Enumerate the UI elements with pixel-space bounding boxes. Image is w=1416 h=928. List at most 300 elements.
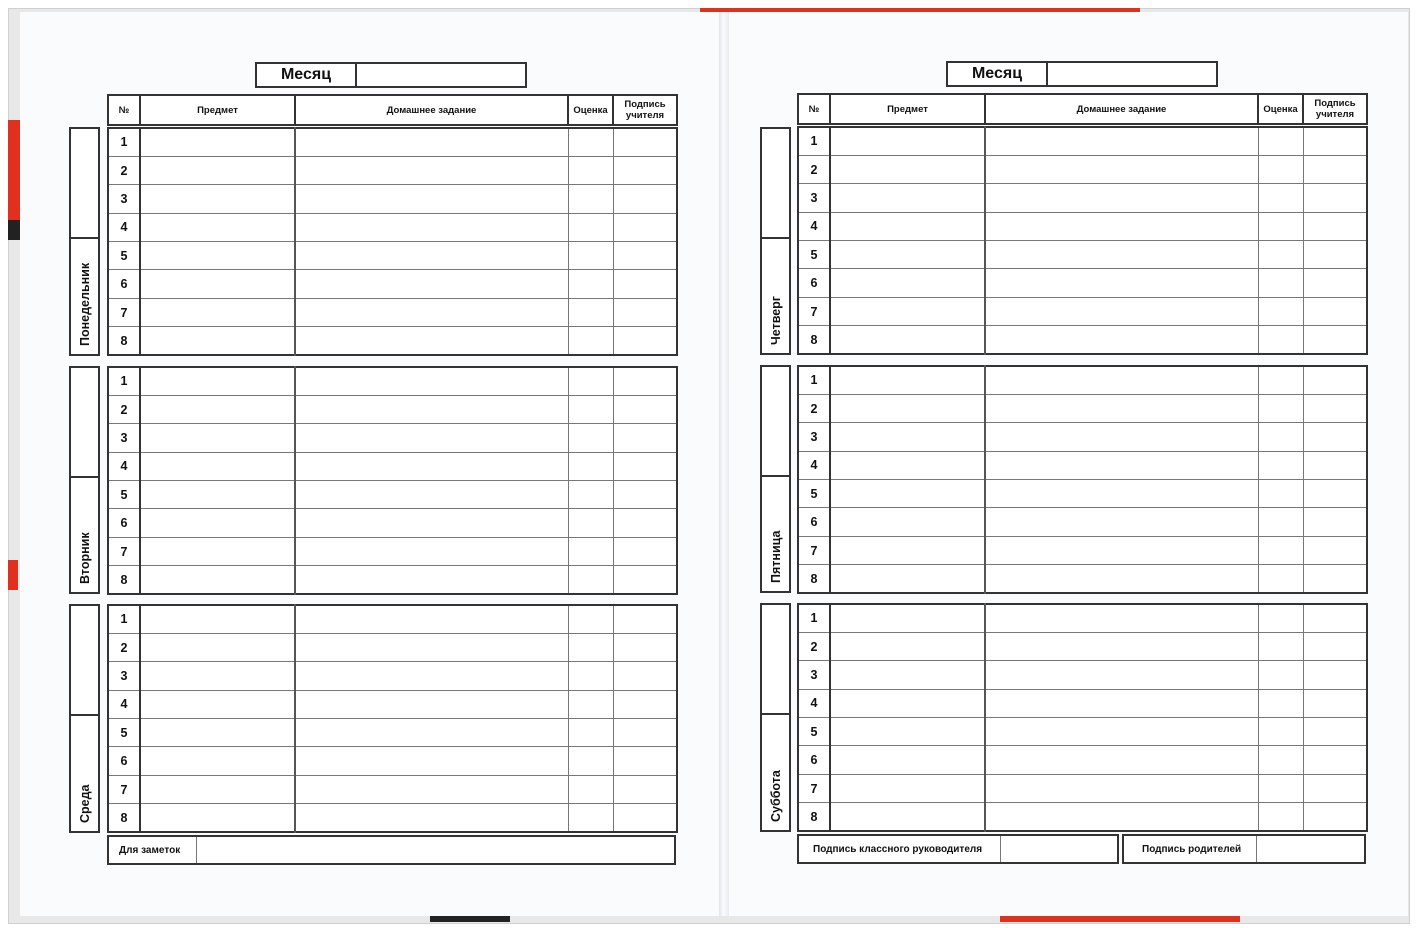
- subject-cell[interactable]: [830, 451, 985, 479]
- lesson-number: 3: [798, 423, 830, 451]
- grade-cell[interactable]: [1258, 536, 1303, 564]
- lesson-row: [108, 775, 677, 803]
- lesson-number: 8: [798, 565, 830, 593]
- homework-cell[interactable]: [985, 184, 1258, 212]
- homework-cell[interactable]: [985, 480, 1258, 508]
- teacher-signature-cell[interactable]: [1303, 774, 1367, 802]
- grade-cell[interactable]: [568, 298, 613, 326]
- subject-cell[interactable]: [140, 537, 295, 565]
- homework-cell[interactable]: [985, 127, 1258, 155]
- teacher-signature-cell[interactable]: [1303, 297, 1367, 325]
- teacher-signature-cell[interactable]: [613, 156, 677, 184]
- teacher-signature-cell[interactable]: [613, 213, 677, 241]
- parent-signature-field[interactable]: [1122, 834, 1366, 864]
- grade-cell[interactable]: [568, 719, 613, 747]
- lesson-row: [798, 297, 1367, 325]
- lesson-row: [108, 633, 677, 661]
- subject-cell[interactable]: [830, 604, 985, 632]
- grade-cell[interactable]: [568, 804, 613, 832]
- month-field-left[interactable]: [255, 62, 527, 88]
- grade-cell[interactable]: [568, 566, 613, 594]
- homework-cell[interactable]: [985, 689, 1258, 717]
- homework-cell[interactable]: [295, 367, 568, 395]
- homework-cell[interactable]: [985, 774, 1258, 802]
- homework-cell[interactable]: [295, 327, 568, 355]
- homework-cell[interactable]: [295, 185, 568, 213]
- subject-cell[interactable]: [140, 367, 295, 395]
- day-label-tuesday: Вторник: [77, 532, 92, 584]
- homework-cell[interactable]: [985, 212, 1258, 240]
- subject-cell[interactable]: [830, 774, 985, 802]
- homework-cell[interactable]: [295, 270, 568, 298]
- homework-cell[interactable]: [295, 156, 568, 184]
- subject-cell[interactable]: [830, 326, 985, 354]
- lesson-grid-saturday[interactable]: [797, 603, 1368, 832]
- grade-cell[interactable]: [1258, 326, 1303, 354]
- homework-cell[interactable]: [985, 423, 1258, 451]
- grade-cell[interactable]: [1258, 803, 1303, 831]
- month-field-right[interactable]: [946, 61, 1218, 87]
- teacher-signature-cell[interactable]: [613, 719, 677, 747]
- day-block-thursday: [760, 127, 791, 355]
- homework-cell[interactable]: [985, 604, 1258, 632]
- lesson-number: 4: [798, 689, 830, 717]
- lesson-grid-tuesday[interactable]: [107, 366, 678, 595]
- homework-cell[interactable]: [295, 242, 568, 270]
- month-input[interactable]: [357, 64, 525, 86]
- lesson-number: 6: [108, 509, 140, 537]
- lesson-row: [108, 719, 677, 747]
- lesson-number: 1: [798, 366, 830, 394]
- grade-cell[interactable]: [568, 537, 613, 565]
- lesson-row: [108, 690, 677, 718]
- teacher-signature-cell[interactable]: [613, 690, 677, 718]
- subject-cell[interactable]: [140, 298, 295, 326]
- grade-cell[interactable]: [568, 156, 613, 184]
- subject-cell[interactable]: [830, 689, 985, 717]
- lesson-row: [798, 155, 1367, 183]
- homework-cell[interactable]: [985, 241, 1258, 269]
- homework-cell[interactable]: [985, 394, 1258, 422]
- lesson-number: 4: [108, 452, 140, 480]
- grade-cell[interactable]: [1258, 155, 1303, 183]
- lesson-number: 8: [108, 804, 140, 832]
- parent-signature-label: Подпись родителей: [1124, 836, 1257, 862]
- month-label: Месяц: [257, 64, 357, 86]
- lesson-row: [108, 509, 677, 537]
- subject-cell[interactable]: [140, 804, 295, 832]
- lesson-row: [798, 604, 1367, 632]
- cover-pattern-left-3: [8, 560, 18, 590]
- lesson-number: 6: [108, 270, 140, 298]
- teacher-signature-cell[interactable]: [613, 481, 677, 509]
- day-block-friday: [760, 365, 791, 593]
- lesson-number: 2: [108, 633, 140, 661]
- homework-cell[interactable]: [295, 481, 568, 509]
- homework-cell[interactable]: [295, 804, 568, 832]
- teacher-signature-cell[interactable]: [1303, 565, 1367, 593]
- grade-cell[interactable]: [1258, 269, 1303, 297]
- lesson-row: [798, 774, 1367, 802]
- class-teacher-signature-field[interactable]: [797, 834, 1119, 864]
- header-homework-right: Домашнее задание: [985, 94, 1258, 124]
- homework-cell[interactable]: [985, 155, 1258, 183]
- lesson-row: [108, 537, 677, 565]
- teacher-signature-cell[interactable]: [613, 662, 677, 690]
- homework-cell[interactable]: [985, 632, 1258, 660]
- lesson-row: [108, 395, 677, 423]
- lesson-row: [798, 184, 1367, 212]
- lesson-number: 1: [798, 604, 830, 632]
- day-label-saturday: Суббота: [768, 770, 783, 822]
- lesson-row: [798, 451, 1367, 479]
- lesson-number: 3: [798, 184, 830, 212]
- lesson-row: [798, 718, 1367, 746]
- grade-cell[interactable]: [568, 633, 613, 661]
- subject-cell[interactable]: [140, 690, 295, 718]
- homework-cell[interactable]: [295, 747, 568, 775]
- grade-cell[interactable]: [568, 128, 613, 156]
- teacher-signature-cell[interactable]: [613, 298, 677, 326]
- teacher-signature-cell[interactable]: [1303, 423, 1367, 451]
- homework-cell[interactable]: [985, 661, 1258, 689]
- teacher-signature-cell[interactable]: [1303, 604, 1367, 632]
- grade-cell[interactable]: [568, 775, 613, 803]
- subject-cell[interactable]: [830, 269, 985, 297]
- teacher-signature-cell[interactable]: [1303, 632, 1367, 660]
- teacher-signature-cell[interactable]: [1303, 451, 1367, 479]
- homework-cell[interactable]: [295, 662, 568, 690]
- grade-cell[interactable]: [1258, 127, 1303, 155]
- grade-cell[interactable]: [568, 424, 613, 452]
- lesson-row: [108, 270, 677, 298]
- teacher-signature-cell[interactable]: [1303, 394, 1367, 422]
- header-num-right: №: [798, 94, 830, 124]
- lesson-number: 4: [108, 690, 140, 718]
- subject-cell[interactable]: [140, 509, 295, 537]
- grade-cell[interactable]: [1258, 241, 1303, 269]
- subject-cell[interactable]: [140, 566, 295, 594]
- teacher-signature-cell[interactable]: [1303, 127, 1367, 155]
- grade-cell[interactable]: [568, 367, 613, 395]
- teacher-signature-cell[interactable]: [1303, 803, 1367, 831]
- grade-cell[interactable]: [1258, 423, 1303, 451]
- teacher-signature-cell[interactable]: [1303, 746, 1367, 774]
- subject-cell[interactable]: [140, 395, 295, 423]
- lesson-row: [108, 605, 677, 633]
- subject-cell[interactable]: [830, 508, 985, 536]
- day-block-monday: [69, 127, 100, 356]
- lesson-row: [108, 213, 677, 241]
- subject-cell[interactable]: [140, 719, 295, 747]
- teacher-signature-cell[interactable]: [613, 605, 677, 633]
- homework-cell[interactable]: [985, 366, 1258, 394]
- teacher-signature-cell[interactable]: [1303, 326, 1367, 354]
- lesson-row: [798, 241, 1367, 269]
- header-signature-line2-right: учителя: [1315, 109, 1355, 120]
- teacher-signature-cell[interactable]: [613, 537, 677, 565]
- grade-cell[interactable]: [1258, 394, 1303, 422]
- homework-cell[interactable]: [985, 269, 1258, 297]
- subject-cell[interactable]: [830, 746, 985, 774]
- class-teacher-signature-input[interactable]: [1001, 836, 1117, 862]
- teacher-signature-cell[interactable]: [613, 804, 677, 832]
- grade-cell[interactable]: [1258, 451, 1303, 479]
- lesson-row: [108, 804, 677, 832]
- grade-cell[interactable]: [568, 395, 613, 423]
- lesson-number: 7: [798, 297, 830, 325]
- grade-cell[interactable]: [568, 185, 613, 213]
- grade-cell[interactable]: [1258, 661, 1303, 689]
- teacher-signature-cell[interactable]: [1303, 366, 1367, 394]
- subject-cell[interactable]: [830, 480, 985, 508]
- teacher-signature-cell[interactable]: [613, 747, 677, 775]
- teacher-signature-cell[interactable]: [613, 395, 677, 423]
- lesson-row: [798, 423, 1367, 451]
- homework-cell[interactable]: [985, 326, 1258, 354]
- homework-cell[interactable]: [295, 566, 568, 594]
- subject-cell[interactable]: [830, 661, 985, 689]
- lesson-number: 2: [798, 155, 830, 183]
- lesson-row: [108, 662, 677, 690]
- grade-cell[interactable]: [1258, 565, 1303, 593]
- teacher-signature-cell[interactable]: [1303, 661, 1367, 689]
- grade-cell[interactable]: [568, 270, 613, 298]
- lesson-row: [798, 326, 1367, 354]
- cover-pattern-left-2: [8, 220, 20, 240]
- header-signature-line1: Подпись: [624, 99, 666, 110]
- grade-cell[interactable]: [1258, 774, 1303, 802]
- subject-cell[interactable]: [830, 803, 985, 831]
- subject-cell[interactable]: [830, 212, 985, 240]
- subject-cell[interactable]: [140, 775, 295, 803]
- homework-cell[interactable]: [985, 803, 1258, 831]
- lesson-number: 5: [798, 718, 830, 746]
- grade-cell[interactable]: [568, 242, 613, 270]
- lesson-number: 5: [108, 719, 140, 747]
- grade-cell[interactable]: [568, 605, 613, 633]
- grade-cell[interactable]: [568, 747, 613, 775]
- lesson-row: [108, 566, 677, 594]
- subject-cell[interactable]: [830, 241, 985, 269]
- homework-cell[interactable]: [295, 719, 568, 747]
- lesson-row: [108, 481, 677, 509]
- subject-cell[interactable]: [140, 605, 295, 633]
- homework-cell[interactable]: [985, 508, 1258, 536]
- lesson-number: 6: [108, 747, 140, 775]
- grade-cell[interactable]: [1258, 604, 1303, 632]
- lesson-row: [108, 242, 677, 270]
- homework-cell[interactable]: [295, 509, 568, 537]
- subject-cell[interactable]: [830, 423, 985, 451]
- parent-signature-input[interactable]: [1257, 836, 1364, 862]
- teacher-signature-cell[interactable]: [1303, 480, 1367, 508]
- notes-field[interactable]: [107, 835, 676, 865]
- teacher-signature-cell[interactable]: [1303, 212, 1367, 240]
- grade-cell[interactable]: [1258, 718, 1303, 746]
- grade-cell[interactable]: [1258, 480, 1303, 508]
- day-label-monday: Понедельник: [77, 262, 92, 346]
- subject-cell[interactable]: [830, 127, 985, 155]
- lesson-number: 2: [798, 632, 830, 660]
- lesson-row: [798, 269, 1367, 297]
- lesson-row: [108, 298, 677, 326]
- grade-cell[interactable]: [1258, 184, 1303, 212]
- lesson-grid-monday[interactable]: [107, 127, 678, 356]
- homework-cell[interactable]: [295, 690, 568, 718]
- subject-cell[interactable]: [830, 536, 985, 564]
- grade-cell[interactable]: [568, 509, 613, 537]
- homework-cell[interactable]: [295, 128, 568, 156]
- grade-cell[interactable]: [568, 481, 613, 509]
- homework-cell[interactable]: [985, 718, 1258, 746]
- homework-cell[interactable]: [295, 452, 568, 480]
- subject-cell[interactable]: [140, 185, 295, 213]
- subject-cell[interactable]: [140, 747, 295, 775]
- lesson-number: 4: [798, 451, 830, 479]
- lesson-number: 2: [108, 395, 140, 423]
- homework-cell[interactable]: [985, 536, 1258, 564]
- class-teacher-signature-label: Подпись классного руководителя: [799, 836, 1001, 862]
- subject-cell[interactable]: [140, 156, 295, 184]
- lesson-number: 5: [798, 480, 830, 508]
- teacher-signature-cell[interactable]: [1303, 184, 1367, 212]
- day-label-friday: Пятница: [768, 530, 783, 583]
- grade-cell[interactable]: [1258, 212, 1303, 240]
- teacher-signature-cell[interactable]: [613, 327, 677, 355]
- homework-cell[interactable]: [985, 297, 1258, 325]
- teacher-signature-cell[interactable]: [1303, 508, 1367, 536]
- homework-cell[interactable]: [295, 213, 568, 241]
- teacher-signature-cell[interactable]: [613, 128, 677, 156]
- notes-label: Для заметок: [109, 837, 197, 863]
- grade-cell[interactable]: [1258, 366, 1303, 394]
- cover-pattern-bottom-2: [430, 916, 510, 922]
- homework-cell[interactable]: [985, 565, 1258, 593]
- lesson-row: [798, 480, 1367, 508]
- homework-cell[interactable]: [295, 537, 568, 565]
- lesson-number: 7: [108, 775, 140, 803]
- subject-cell[interactable]: [140, 128, 295, 156]
- teacher-signature-cell[interactable]: [613, 566, 677, 594]
- subject-cell[interactable]: [830, 632, 985, 660]
- day-block-saturday: [760, 603, 791, 832]
- lesson-number: 3: [798, 661, 830, 689]
- subject-cell[interactable]: [140, 213, 295, 241]
- lesson-grid-thursday[interactable]: [797, 126, 1368, 355]
- subject-cell[interactable]: [830, 184, 985, 212]
- teacher-signature-cell[interactable]: [613, 242, 677, 270]
- homework-cell[interactable]: [295, 424, 568, 452]
- lesson-number: 1: [798, 127, 830, 155]
- lesson-number: 7: [108, 298, 140, 326]
- teacher-signature-cell[interactable]: [613, 452, 677, 480]
- homework-cell[interactable]: [295, 605, 568, 633]
- lesson-grid-wednesday[interactable]: [107, 604, 678, 833]
- teacher-signature-cell[interactable]: [613, 775, 677, 803]
- subject-cell[interactable]: [830, 155, 985, 183]
- teacher-signature-cell[interactable]: [613, 185, 677, 213]
- homework-cell[interactable]: [295, 775, 568, 803]
- lesson-number: 7: [798, 774, 830, 802]
- lesson-number: 7: [798, 536, 830, 564]
- lesson-row: [798, 661, 1367, 689]
- teacher-signature-cell[interactable]: [1303, 269, 1367, 297]
- teacher-signature-cell[interactable]: [1303, 689, 1367, 717]
- teacher-signature-cell[interactable]: [1303, 155, 1367, 183]
- lesson-number: 8: [798, 803, 830, 831]
- teacher-signature-cell[interactable]: [1303, 536, 1367, 564]
- grade-cell[interactable]: [568, 327, 613, 355]
- grade-cell[interactable]: [1258, 508, 1303, 536]
- header-signature-right: [1303, 94, 1367, 124]
- teacher-signature-cell[interactable]: [1303, 718, 1367, 746]
- lesson-row: [798, 212, 1367, 240]
- lesson-number: 7: [108, 537, 140, 565]
- grade-cell[interactable]: [568, 662, 613, 690]
- lesson-number: 1: [108, 128, 140, 156]
- subject-cell[interactable]: [140, 242, 295, 270]
- lesson-number: 2: [108, 156, 140, 184]
- lesson-row: [108, 452, 677, 480]
- grade-cell[interactable]: [568, 452, 613, 480]
- lesson-number: 1: [108, 605, 140, 633]
- teacher-signature-cell[interactable]: [1303, 241, 1367, 269]
- lesson-row: [798, 366, 1367, 394]
- subject-cell[interactable]: [140, 481, 295, 509]
- grade-cell[interactable]: [1258, 632, 1303, 660]
- lesson-row: [108, 747, 677, 775]
- lesson-row: [108, 128, 677, 156]
- grade-cell[interactable]: [568, 213, 613, 241]
- lesson-row: [108, 367, 677, 395]
- notes-input[interactable]: [197, 837, 674, 863]
- homework-cell[interactable]: [985, 451, 1258, 479]
- subject-cell[interactable]: [830, 366, 985, 394]
- grade-cell[interactable]: [1258, 297, 1303, 325]
- lesson-row: [798, 746, 1367, 774]
- teacher-signature-cell[interactable]: [613, 509, 677, 537]
- lesson-row: [798, 127, 1367, 155]
- teacher-signature-cell[interactable]: [613, 270, 677, 298]
- teacher-signature-cell[interactable]: [613, 367, 677, 395]
- day-block-wednesday: [69, 604, 100, 833]
- subject-cell[interactable]: [140, 633, 295, 661]
- lesson-number: 3: [108, 662, 140, 690]
- month-input-right[interactable]: [1048, 63, 1216, 85]
- subject-cell[interactable]: [140, 270, 295, 298]
- subject-cell[interactable]: [140, 452, 295, 480]
- grade-cell[interactable]: [568, 690, 613, 718]
- subject-cell[interactable]: [140, 424, 295, 452]
- homework-cell[interactable]: [295, 633, 568, 661]
- grade-cell[interactable]: [1258, 689, 1303, 717]
- homework-cell[interactable]: [295, 298, 568, 326]
- grade-cell[interactable]: [1258, 746, 1303, 774]
- subject-cell[interactable]: [140, 327, 295, 355]
- lesson-number: 1: [108, 367, 140, 395]
- homework-cell[interactable]: [295, 395, 568, 423]
- lesson-grid-friday[interactable]: [797, 365, 1368, 594]
- homework-cell[interactable]: [985, 746, 1258, 774]
- subject-cell[interactable]: [830, 565, 985, 593]
- teacher-signature-cell[interactable]: [613, 424, 677, 452]
- subject-cell[interactable]: [830, 394, 985, 422]
- subject-cell[interactable]: [830, 718, 985, 746]
- subject-cell[interactable]: [140, 662, 295, 690]
- teacher-signature-cell[interactable]: [613, 633, 677, 661]
- subject-cell[interactable]: [830, 297, 985, 325]
